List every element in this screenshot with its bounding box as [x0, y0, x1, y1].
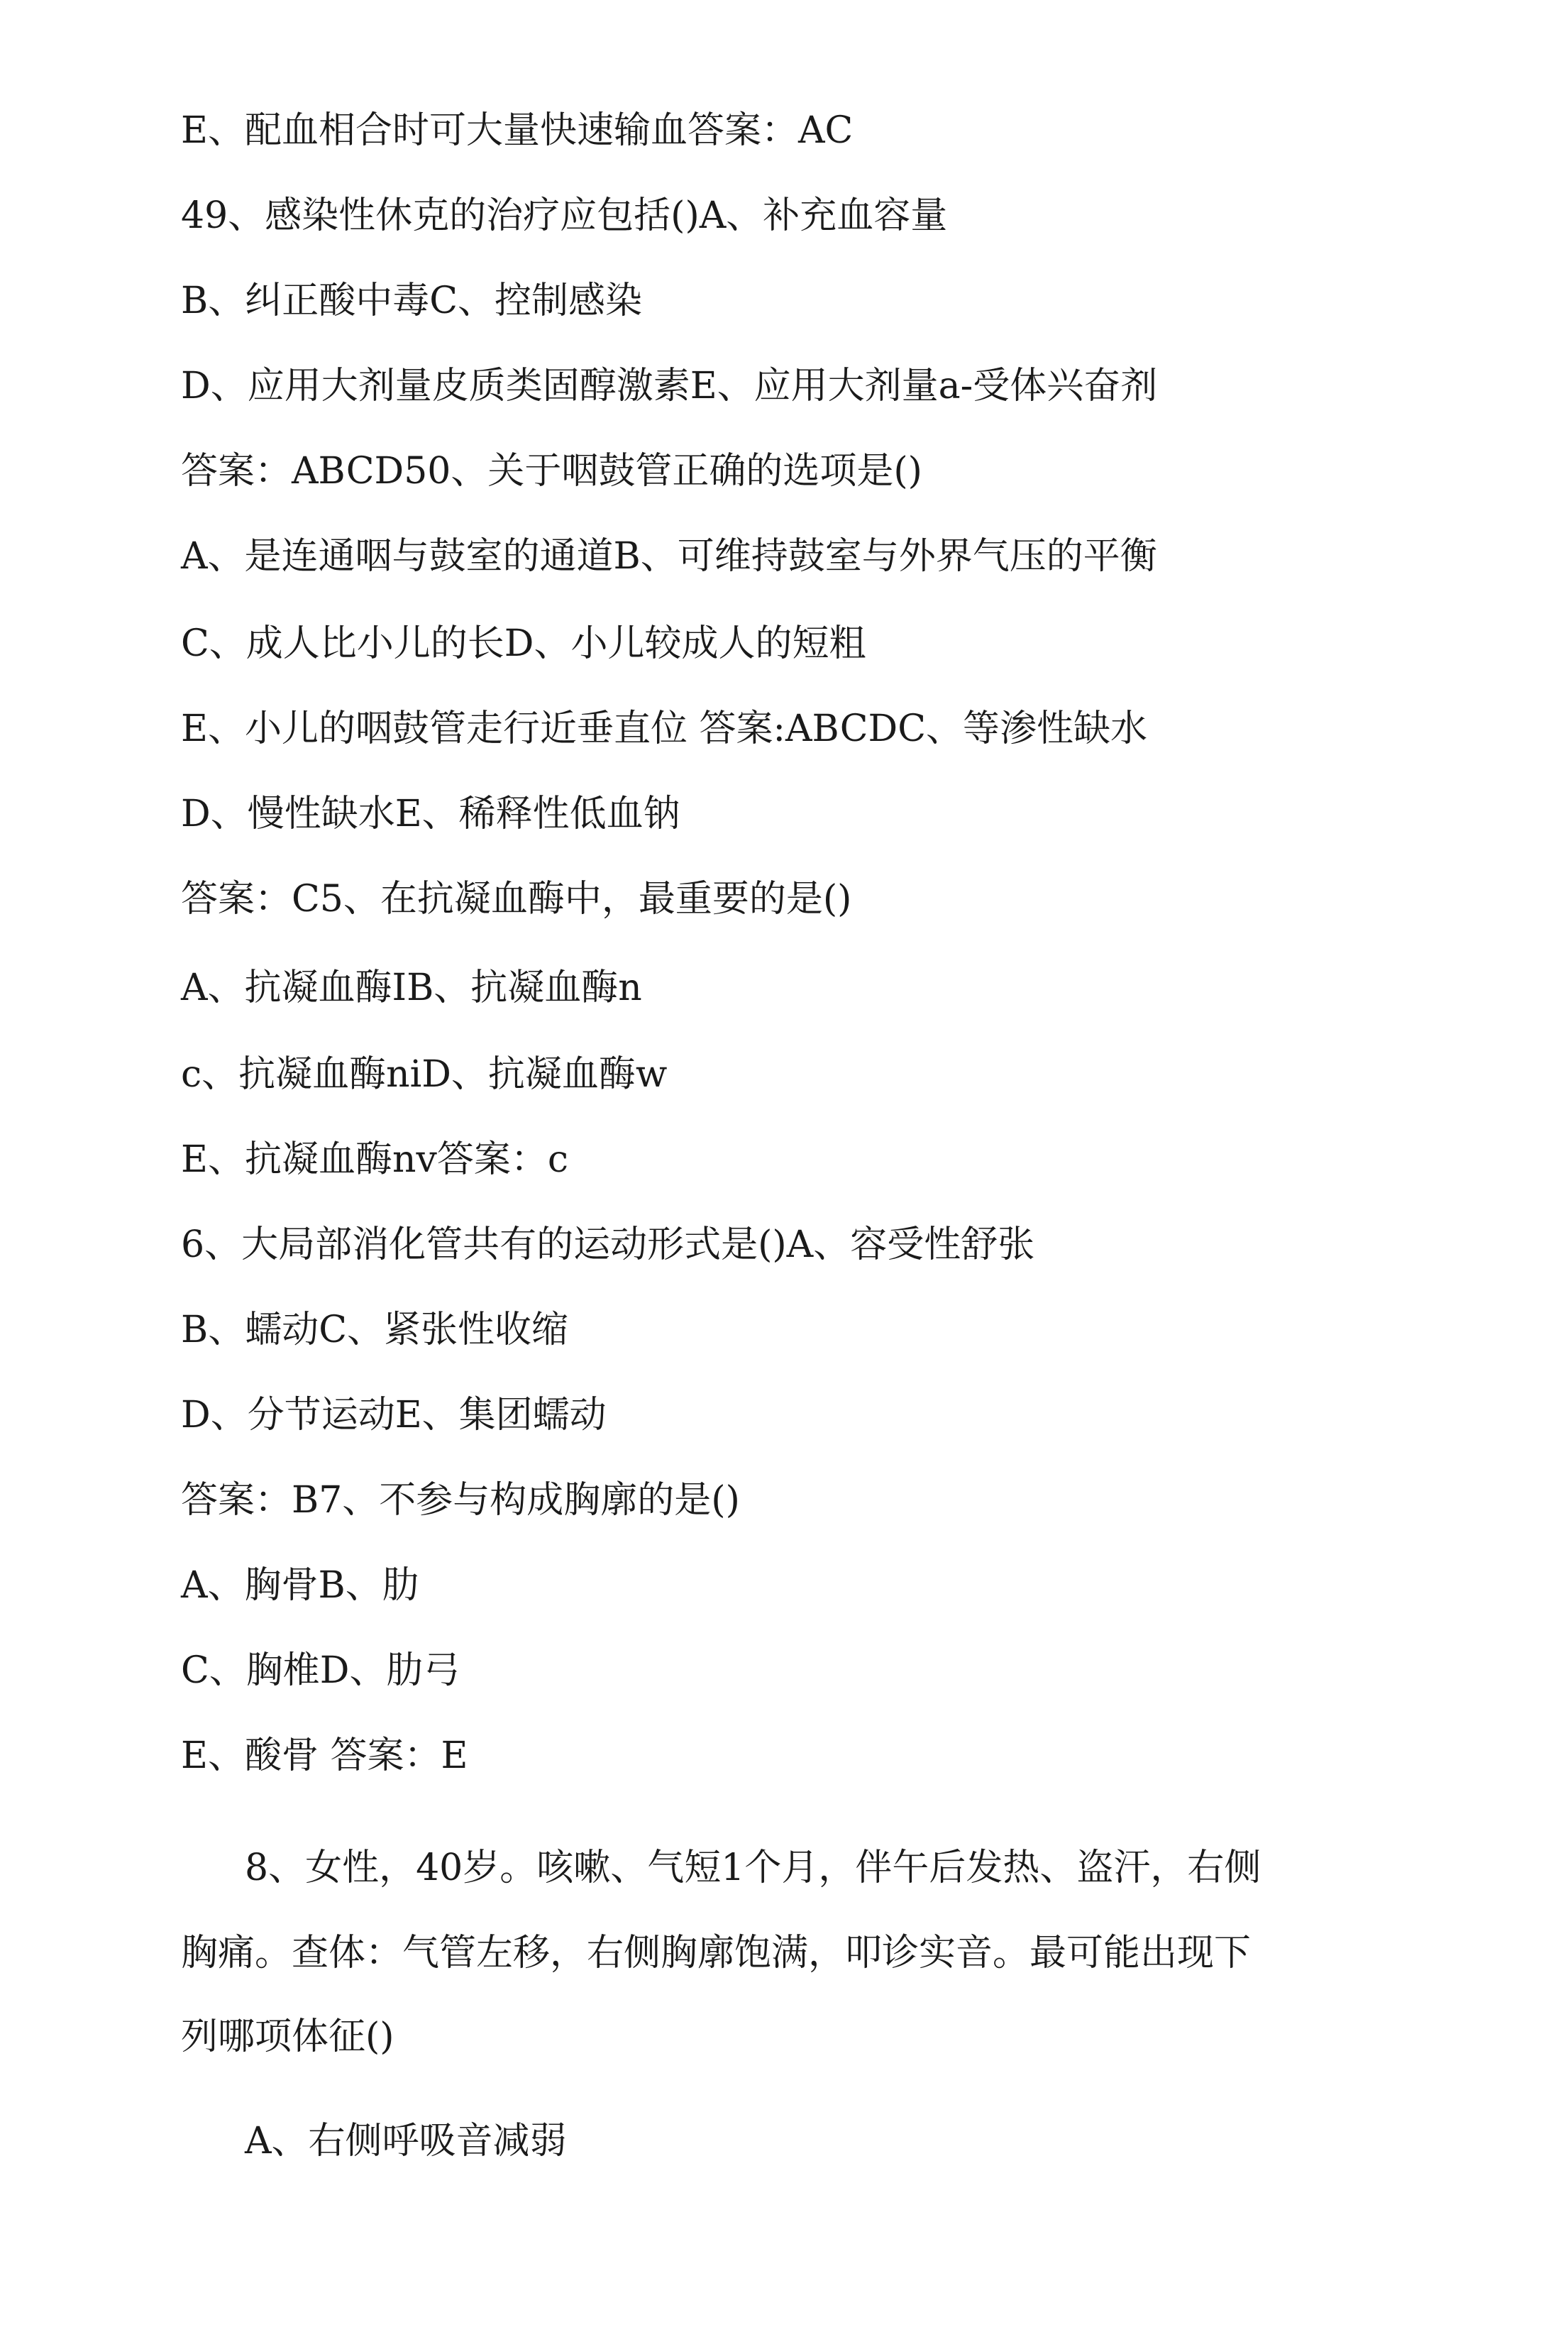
text-line: D、分节运动E、集团蠕动: [181, 1394, 607, 1436]
text-line: A、右侧呼吸音减弱: [245, 2120, 567, 2162]
text-line: D、慢性缺水E、稀释性低血钠: [181, 793, 680, 835]
text-line: 答案：ABCD50、关于咽鼓管正确的选项是(): [181, 450, 922, 493]
text-line: 胸痛。查体：气管左移，右侧胸廓饱满，叩诊实音。最可能出现下: [181, 1932, 1252, 1974]
text-line: B、蠕动C、紧张性收缩: [181, 1309, 569, 1351]
text-line: 答案：C5、在抗凝血酶中，最重要的是(): [181, 878, 852, 920]
text-line: E、配血相合时可大量快速输血答案：AC: [181, 109, 854, 152]
text-line: A、是连通咽与鼓室的通道B、可维持鼓室与外界气压的平衡: [181, 535, 1157, 578]
text-line: A、抗凝血酶IB、抗凝血酶n: [181, 967, 642, 1009]
text-line: 49、感染性休克的治疗应包括()A、补充血容量: [181, 194, 948, 237]
text-line: A、胸骨B、肋: [181, 1564, 419, 1607]
text-line: D、应用大剂量皮质类固醇激素E、应用大剂量a-受体兴奋剂: [181, 365, 1158, 407]
text-line: E、小儿的咽鼓管走行近垂直位 答案:ABCDC、等渗性缺水: [181, 708, 1148, 750]
text-line: C、胸椎D、肋弓: [181, 1649, 460, 1692]
text-line: c、抗凝血酶niD、抗凝血酶w: [181, 1053, 668, 1096]
text-line: 8、女性，40岁。咳嗽、气短1个月，伴午后发热、盗汗，右侧: [245, 1847, 1261, 1889]
text-line: 6、大局部消化管共有的运动形式是()A、容受性舒张: [181, 1224, 1035, 1266]
text-line: 列哪项体征(): [181, 2016, 394, 2058]
text-line: C、成人比小儿的长D、小儿较成人的短粗: [181, 622, 866, 665]
text-line: 答案：B7、不参与构成胸廓的是(): [181, 1479, 740, 1522]
text-line: E、酸骨 答案：E: [181, 1734, 468, 1777]
text-line: B、纠正酸中毒C、控制感染: [181, 280, 643, 322]
text-line: E、抗凝血酶nv答案：c: [181, 1138, 568, 1181]
